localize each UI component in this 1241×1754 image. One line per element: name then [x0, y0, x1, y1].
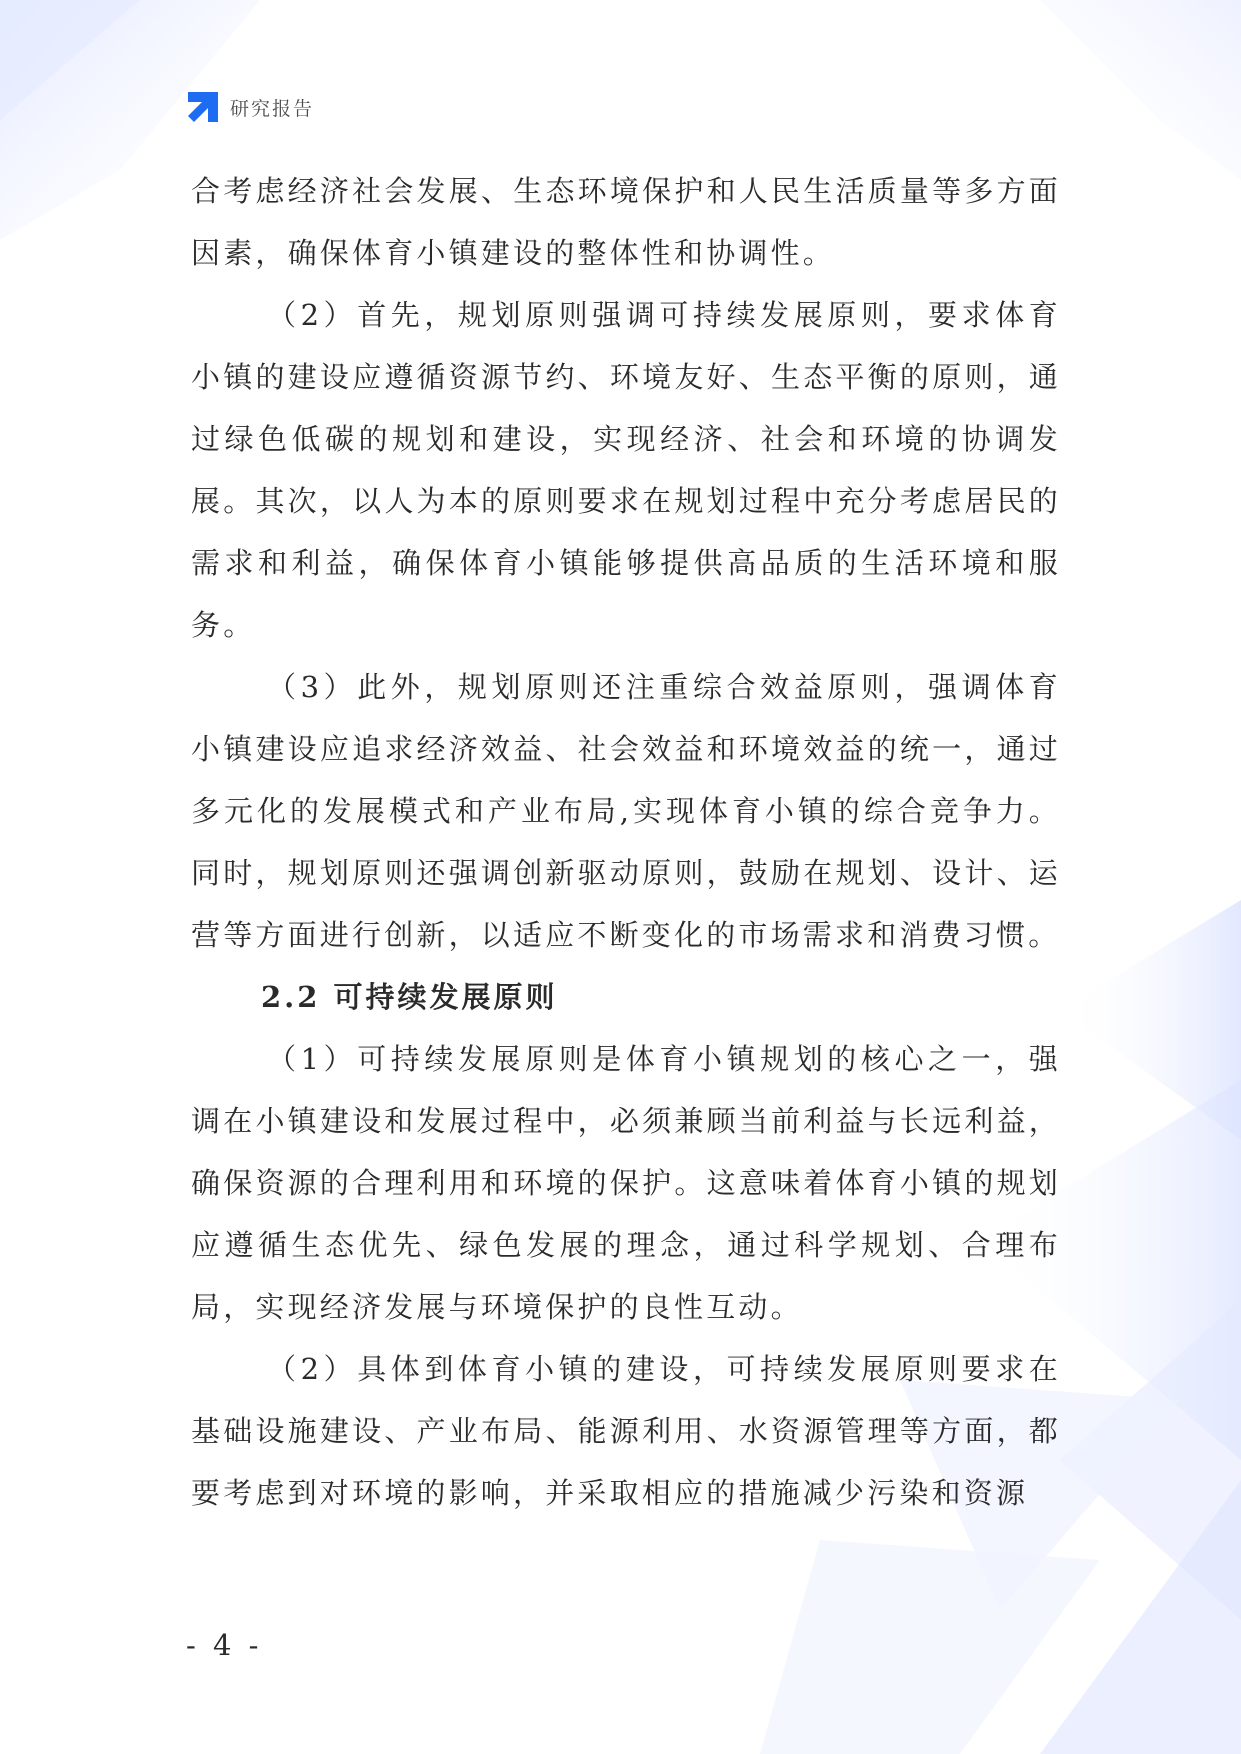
- body-paragraph: （1）可持续发展原则是体育小镇规划的核心之一，强调在小镇建设和发展过程中，必须兼顾当前利益与长远利益，确保资源的合理利用和环境的保护。这意味着体育小镇的规划应遵循生态优先、绿色发展的理念，通过科学规划、合理布局，实现经济发展与环境保护的良性互动。: [191, 1042, 1061, 1324]
- body-paragraph: （2）具体到体育小镇的建设，可持续发展原则要求在基础设施建设、产业布局、能源利用、水资源管理等方面，都要考虑到对环境的影响，并采取相应的措施减少污染和资源: [191, 1352, 1061, 1510]
- arrow-up-right-icon: [186, 90, 220, 124]
- body-paragraph: 合考虑经济社会发展、生态环境保护和人民生活质量等多方面因素，确保体育小镇建设的整体性和协调性。: [191, 174, 1061, 270]
- page-number: - 4 -: [186, 1628, 263, 1662]
- report-header: [186, 90, 314, 124]
- body-paragraph: （2）首先，规划原则强调可持续发展原则，要求体育小镇的建设应遵循资源节约、环境友好、生态平衡的原则，通过绿色低碳的规划和建设，实现经济、社会和环境的协调发展。其次，以人为本的原则要求在规划过程中充分考虑居民的需求和利益，确保体育小镇能够提供高品质的生活环境和服务。: [191, 298, 1061, 642]
- header-title: 研究报告: [230, 97, 315, 120]
- section-heading: 2.2 可持续发展原则: [261, 980, 558, 1014]
- document-body: [191, 160, 1061, 1524]
- body-paragraph: （3）此外，规划原则还注重综合效益原则，强调体育小镇建设应追求经济效益、社会效益和环境效益的统一，通过多元化的发展模式和产业布局,实现体育小镇的综合竞争力。同时，规划原则还强调创新驱动原则，鼓励在规划、设计、运营等方面进行创新，以适应不断变化的市场需求和消费习惯。: [191, 670, 1061, 952]
